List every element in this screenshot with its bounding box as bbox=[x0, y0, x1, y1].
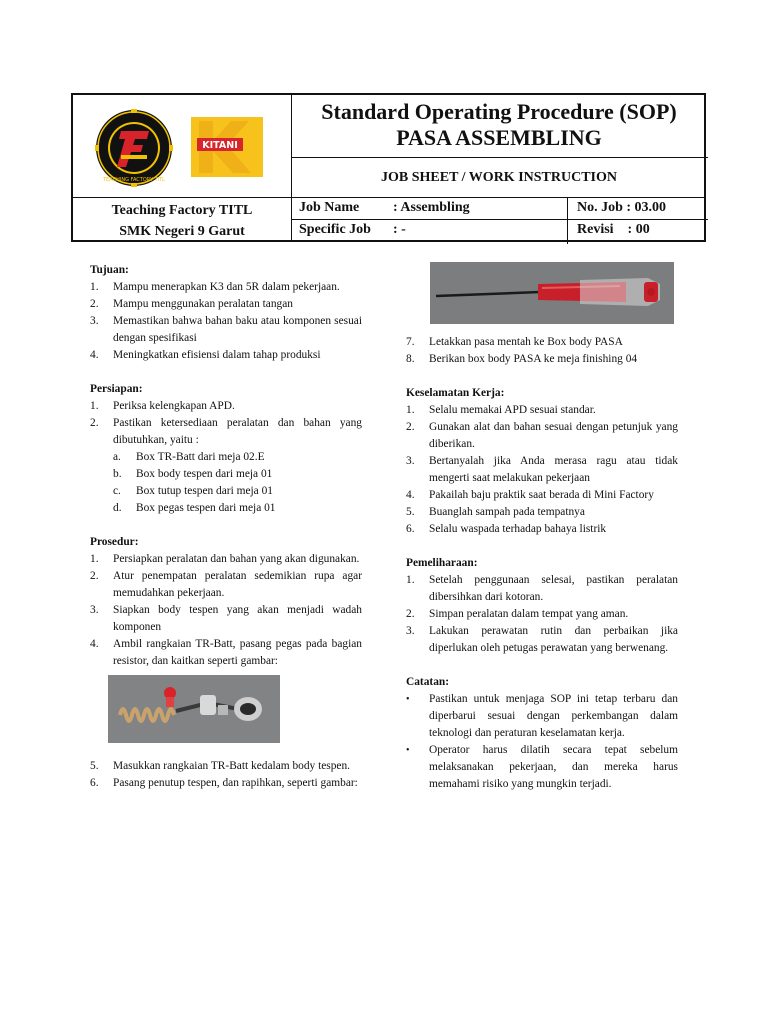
list-item-number: 6. bbox=[90, 777, 99, 789]
job-number: No. Job : 03.00 bbox=[577, 200, 667, 215]
list-item bbox=[406, 334, 678, 351]
list-item bbox=[90, 313, 362, 347]
list-item bbox=[90, 602, 362, 636]
tujuan-section bbox=[90, 262, 362, 364]
list-item-text: Siapkan body tespen yang akan menjadi wadah komponen bbox=[113, 604, 362, 633]
title-cell bbox=[292, 95, 706, 157]
tujuan-list bbox=[90, 279, 362, 364]
list-item bbox=[406, 402, 678, 419]
list-item bbox=[90, 347, 362, 364]
list-item bbox=[90, 636, 362, 670]
list-item-number: 2. bbox=[90, 298, 99, 310]
list-item bbox=[406, 419, 678, 453]
list-item-text: Buanglah sampah pada tempatnya bbox=[429, 506, 585, 518]
job-sheet-label: JOB SHEET / WORK INSTRUCTION bbox=[381, 170, 617, 185]
list-item bbox=[406, 623, 678, 657]
list-item-number: c. bbox=[113, 485, 121, 497]
pemeliharaan-list bbox=[406, 572, 678, 657]
list-item-text: Memastikan bahwa bahan baku atau komponen sesuai dengan spesifikasi bbox=[113, 315, 362, 344]
prosedur-list-b bbox=[90, 758, 362, 792]
logo-tf-caption: TEACHING FACTORY TITL bbox=[103, 177, 165, 183]
list-item bbox=[90, 415, 362, 449]
list-item-number: 2. bbox=[90, 570, 99, 582]
catatan-section bbox=[406, 674, 678, 793]
list-item-text: Box pegas tespen dari meja 01 bbox=[136, 502, 276, 514]
list-item-text: Bertanyalah jika Anda merasa ragu atau tidak mengerti saat melakukan pekerjaan bbox=[429, 455, 678, 484]
list-item-number: 4. bbox=[90, 349, 99, 361]
list-item-text: Box TR-Batt dari meja 02.E bbox=[136, 451, 265, 463]
list-item-number: 1. bbox=[406, 574, 415, 586]
list-item bbox=[406, 351, 678, 368]
list-item bbox=[406, 691, 678, 742]
prosedur-section bbox=[90, 534, 362, 792]
page-subtitle: PASA ASSEMBLING bbox=[396, 125, 602, 150]
pemeliharaan-title: Pemeliharaan: bbox=[406, 557, 478, 569]
sop-header-table bbox=[71, 93, 706, 242]
list-item-number: 2. bbox=[406, 608, 415, 620]
list-item-number: d. bbox=[113, 502, 122, 514]
list-item-text: Persiapkan peralatan dan bahan yang akan digunakan. bbox=[113, 553, 360, 565]
org-name: Teaching Factory TITL bbox=[111, 203, 253, 218]
list-item-text: Masukkan rangkaian TR-Batt kedalam body tespen. bbox=[113, 760, 351, 772]
list-item-number: 1. bbox=[406, 404, 415, 416]
list-item-number: 2. bbox=[90, 417, 99, 429]
list-item-text: Pastikan untuk menjaga SOP ini tetap terbaru dan diperbarui sesuai dengan perkembangan dalam teknologi dan peraturan keselamatan kerja. bbox=[429, 693, 678, 739]
list-item-text: Box body tespen dari meja 01 bbox=[136, 468, 273, 480]
list-item-number: 4. bbox=[90, 638, 99, 650]
left-column bbox=[90, 262, 362, 792]
list-item-text: Atur penempatan peralatan sedemikian rupa agar memudahkan pekerjaan. bbox=[113, 570, 362, 599]
prosedur-list-a bbox=[90, 551, 362, 670]
list-item-text: Letakkan pasa mentah ke Box body PASA bbox=[429, 336, 623, 348]
list-item bbox=[90, 551, 362, 568]
list-item-text: Selalu memakai APD sesuai standar. bbox=[429, 404, 596, 416]
list-item-number: 6. bbox=[406, 523, 415, 535]
list-item-number: a. bbox=[113, 451, 121, 463]
prosedur-list-c bbox=[406, 334, 678, 368]
list-item-number: 5. bbox=[90, 760, 99, 772]
list-item-text: Selalu waspada terhadap bahaya listrik bbox=[429, 523, 607, 535]
prosedur-title: Prosedur: bbox=[90, 536, 139, 548]
list-item-number: 3. bbox=[90, 604, 99, 616]
persiapan-title: Persiapan: bbox=[90, 383, 143, 395]
list-item bbox=[406, 487, 678, 504]
list-item-number: 1. bbox=[90, 553, 99, 565]
list-item-text: Periksa kelengkapan APD. bbox=[113, 400, 235, 412]
list-item bbox=[406, 521, 678, 538]
page-title: Standard Operating Procedure (SOP) bbox=[321, 99, 677, 124]
list-item bbox=[406, 453, 678, 487]
list-item bbox=[90, 500, 362, 517]
list-item-number: • bbox=[406, 694, 410, 705]
list-item-text: Operator harus dilatih secara tepat sebelum melaksanakan pekerjaan, dan mereka harus memahami risiko yang mungkin terjadi. bbox=[429, 744, 678, 790]
tespen-screwdriver-photo bbox=[430, 262, 674, 324]
specific-job-label: Specific Job bbox=[299, 222, 371, 237]
list-item-number: 3. bbox=[406, 625, 415, 637]
tujuan-title: Tujuan: bbox=[90, 264, 129, 276]
revision-number: Revisi : 00 bbox=[577, 222, 650, 237]
list-item-number: 1. bbox=[90, 281, 99, 293]
list-item bbox=[90, 568, 362, 602]
list-item-number: • bbox=[406, 745, 410, 756]
list-item-number: 3. bbox=[90, 315, 99, 327]
list-item-text: Lakukan perawatan rutin dan perbaikan jika diperlukan oleh petugas perawatan yang berwenang. bbox=[429, 625, 678, 654]
list-item-text: Pakailah baju praktik saat berada di Mini Factory bbox=[429, 489, 654, 501]
list-item-number: 7. bbox=[406, 336, 415, 348]
pemeliharaan-section bbox=[406, 555, 678, 657]
list-item-text: Setelah penggunaan selesai, pastikan peralatan dibersihkan dari kotoran. bbox=[429, 574, 678, 603]
list-item-number: 4. bbox=[406, 489, 415, 501]
list-item bbox=[90, 775, 362, 792]
list-item bbox=[90, 296, 362, 313]
list-item bbox=[406, 504, 678, 521]
organization-cell bbox=[73, 198, 291, 244]
list-item bbox=[90, 449, 362, 466]
list-item-number: 1. bbox=[90, 400, 99, 412]
persiapan-section bbox=[90, 381, 362, 517]
list-item bbox=[90, 398, 362, 415]
list-item-number: b. bbox=[113, 468, 122, 480]
right-column bbox=[406, 262, 678, 793]
job-name-value: : Assembling bbox=[393, 200, 470, 215]
list-item-text: Box tutup tespen dari meja 01 bbox=[136, 485, 273, 497]
logo-cell bbox=[73, 95, 291, 197]
list-item-text: Mampu menerapkan K3 dan 5R dalam pekerjaan. bbox=[113, 281, 340, 293]
list-item-text: Meningkatkan efisiensi dalam tahap produksi bbox=[113, 349, 321, 361]
list-item-text: Pastikan ketersediaan peralatan dan bahan yang dibutuhkan, yaitu : bbox=[113, 417, 362, 446]
catatan-list bbox=[406, 691, 678, 793]
list-item-text: Pasang penutup tespen, dan rapihkan, seperti gambar: bbox=[113, 777, 358, 789]
list-item bbox=[90, 758, 362, 775]
list-item bbox=[90, 279, 362, 296]
list-item-text: Simpan peralatan dalam tempat yang aman. bbox=[429, 608, 629, 620]
catatan-title: Catatan: bbox=[406, 676, 450, 688]
keselamatan-list bbox=[406, 402, 678, 538]
specific-job-value: : - bbox=[393, 222, 406, 237]
kitani-logo-text: KITANI bbox=[202, 140, 238, 151]
job-name-label: Job Name bbox=[299, 200, 360, 215]
list-item-number: 2. bbox=[406, 421, 415, 433]
list-item bbox=[90, 466, 362, 483]
tr-batt-circuit-photo bbox=[108, 675, 280, 743]
list-item bbox=[406, 742, 678, 793]
list-item-number: 5. bbox=[406, 506, 415, 518]
list-item bbox=[406, 606, 678, 623]
keselamatan-section bbox=[406, 385, 678, 538]
list-item bbox=[406, 572, 678, 606]
list-item-text: Mampu menggunakan peralatan tangan bbox=[113, 298, 293, 310]
list-item-text: Ambil rangkaian TR-Batt, pasang pegas pada bagian resistor, dan kaitkan seperti gambar: bbox=[113, 638, 362, 667]
list-item-text: Berikan box body PASA ke meja finishing 04 bbox=[429, 353, 638, 365]
list-item-number: 8. bbox=[406, 353, 415, 365]
kitani-logo bbox=[191, 117, 263, 177]
school-name: SMK Negeri 9 Garut bbox=[119, 224, 245, 239]
teaching-factory-logo bbox=[95, 109, 173, 187]
list-item-text: Gunakan alat dan bahan sesuai dengan petunjuk yang diberikan. bbox=[429, 421, 678, 450]
keselamatan-title: Keselamatan Kerja: bbox=[406, 387, 505, 399]
persiapan-sublist bbox=[90, 449, 362, 517]
persiapan-list bbox=[90, 398, 362, 449]
list-item-number: 3. bbox=[406, 455, 415, 467]
list-item bbox=[90, 483, 362, 500]
